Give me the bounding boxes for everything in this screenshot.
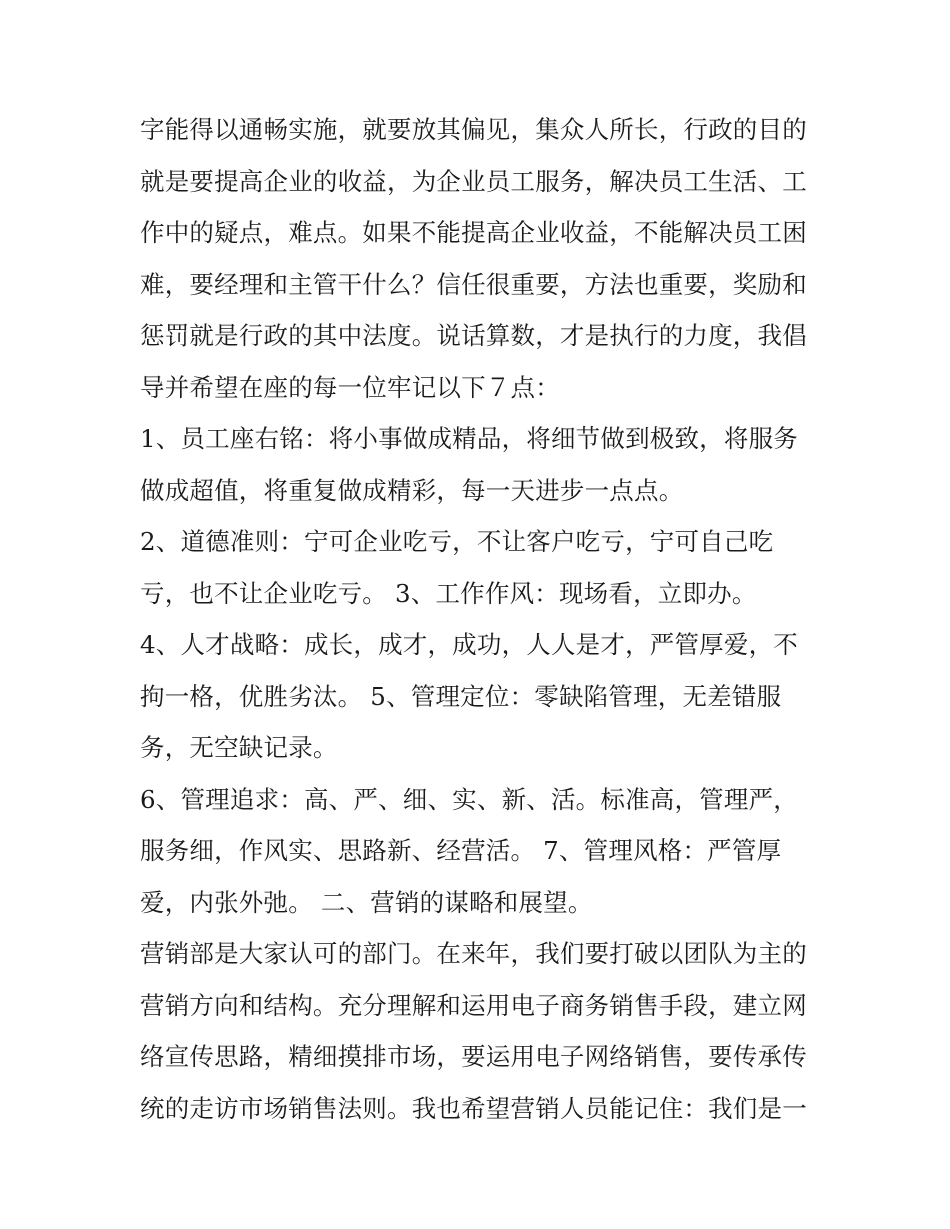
- text-line: 服务细，作风实、思路新、经营活。 7、管理风格：严管厚: [140, 836, 782, 865]
- text-line: 就是要提高企业的收益，为企业员工服务，解决员工生活、工: [140, 166, 807, 196]
- text-line: 惩罚就是行政的其中法度。说话算数，才是执行的力度，我倡: [140, 321, 807, 350]
- text-line: 难，要经理和主管干什么？信任很重要，方法也重要，奖励和: [140, 269, 807, 299]
- text-line: 营销部是大家认可的部门。在来年，我们要打破以团队为主的: [140, 939, 807, 968]
- text-line: 统的走访市场销售法则。我也希望营销人员能记住：我们是一: [140, 1093, 807, 1123]
- text-line: 络宣传思路，精细摸排市场，要运用电子网络销售，要传承传: [140, 1042, 807, 1071]
- text-line: 2、道德准则：宁可企业吃亏，不让客户吃亏，宁可自己吃: [140, 527, 774, 556]
- text-line: 营销方向和结构。充分理解和运用电子商务销售手段，建立网: [140, 990, 807, 1020]
- text-line: 字能得以通畅实施，就要放其偏见，集众人所长，行政的目的: [140, 115, 807, 144]
- text-line: 4、人才战略：成长，成才，成功，人人是才，严管厚爱，不: [140, 630, 798, 659]
- text-line: 作中的疑点，难点。如果不能提高企业收益，不能解决员工困: [140, 218, 807, 247]
- text-line: 拘一格，优胜劣汰。 5、管理定位：零缺陷管理，无差错服: [140, 681, 782, 711]
- text-line: 亏，也不让企业吃亏。 3、工作作风：现场看，立即办。: [140, 578, 757, 608]
- text-line: 爱，内张外弛。 二、营销的谋略和展望。: [140, 887, 593, 917]
- text-line: 导并希望在座的每一位牢记以下７点：: [140, 372, 560, 402]
- text-line: 1、员工座右铭：将小事做成精品，将细节做到极致，将服务: [140, 424, 798, 453]
- document-body-text: [140, 104, 830, 1134]
- text-line: 6、管理追求：高、严、细、实、新、活。标准高，管理严，: [140, 784, 798, 814]
- text-line: 做成超值，将重复做成精彩，每一天进步一点点。: [140, 475, 684, 505]
- text-line: 务，无空缺记录。: [140, 733, 338, 762]
